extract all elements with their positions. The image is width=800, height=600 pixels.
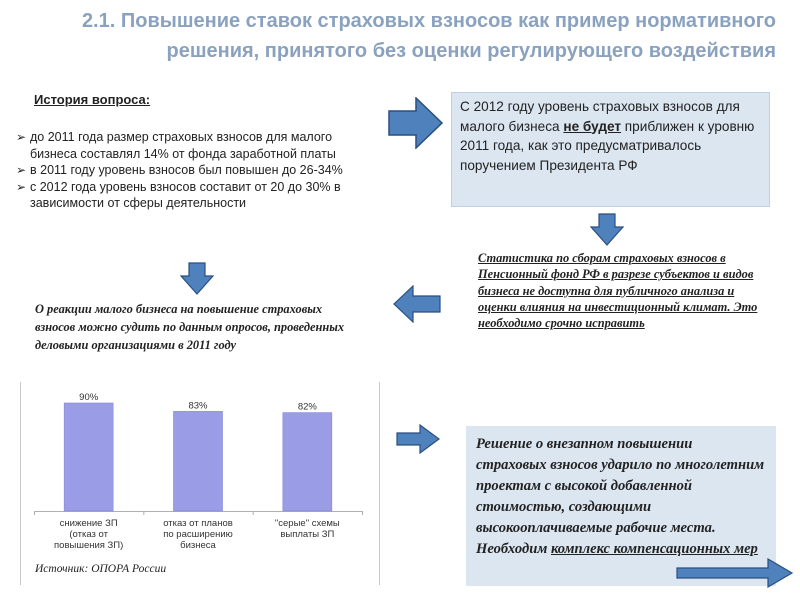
arrow-bullet-icon: ➢ <box>16 163 27 178</box>
history-heading: История вопроса: <box>34 92 151 107</box>
history-section <box>16 92 380 211</box>
source-note: Источник: ОПОРА России <box>35 563 167 575</box>
right-arrow-icon <box>388 97 444 149</box>
chart-category-label: снижение ЗП (отказ от повышения ЗП) <box>54 518 124 551</box>
history-bullet: ➢ в 2011 году уровень взносов был повышен до 26-34% <box>16 163 343 178</box>
chart-data-label: 83% <box>188 400 208 412</box>
decision-box: Решение о внезапном повышении страховых взносов ударило по многолетним проектам с высокой добавленной стоимостью, создающими высокооплачиваемые рабочие места. Необходим комплекс компенсационных мер <box>466 426 776 586</box>
slide-title: 2.1. Повышение ставок страховых взносов как пример нормативного решения, принятого без оценки регулирующего воздействия <box>81 10 776 62</box>
chart-bar <box>64 403 113 511</box>
chart-bar <box>174 411 223 511</box>
arrow-bullet-icon: ➢ <box>16 130 27 145</box>
right-arrow-icon <box>396 424 440 454</box>
compensation-link-text: комплекс компенсационных мер <box>550 541 758 557</box>
survey-bar-chart <box>20 382 380 585</box>
history-bullet: ➢ до 2011 года размер страховых взносов для малого бизнеса составлял 14% от фонда заработной платы <box>16 130 336 161</box>
policy-2012-box: С 2012 году уровень страховых взносов для малого бизнеса не будет приближен к уровню 2011 года, как это предусматривалось поручением Президента РФ <box>451 92 770 207</box>
chart-category-label: отказ от планов по расширению бизнеса <box>163 518 233 551</box>
chart-bar <box>283 413 332 511</box>
chart-category-label: "серые" схемы выплаты ЗП <box>274 518 340 540</box>
down-arrow-icon <box>180 262 214 295</box>
left-arrow-icon <box>393 285 441 323</box>
down-arrow-icon <box>590 213 624 246</box>
statistics-note: Статистика по сборам страховых взносов в Пенсионный фонд РФ в разрезе субъектов и видов бизнеса не доступна для публичного анализа и оценки влияния на инвестиционный климат. Это необходимо срочно исправить <box>478 251 758 331</box>
arrow-bullet-icon: ➢ <box>16 179 27 194</box>
reaction-note: О реакции малого бизнеса на повышение страховых взносов можно судить по данным опросов, проведенных деловыми организациями в 2011 году <box>35 302 345 353</box>
emphasis-text: не будет <box>563 118 622 134</box>
chart-data-label: 82% <box>297 401 317 413</box>
right-arrow-icon <box>676 558 794 588</box>
history-bullet: ➢ с 2012 года уровень взносов составит от 20 до 30% в зависимости от сферы деятельности <box>16 179 341 211</box>
chart-data-label: 90% <box>79 392 99 403</box>
